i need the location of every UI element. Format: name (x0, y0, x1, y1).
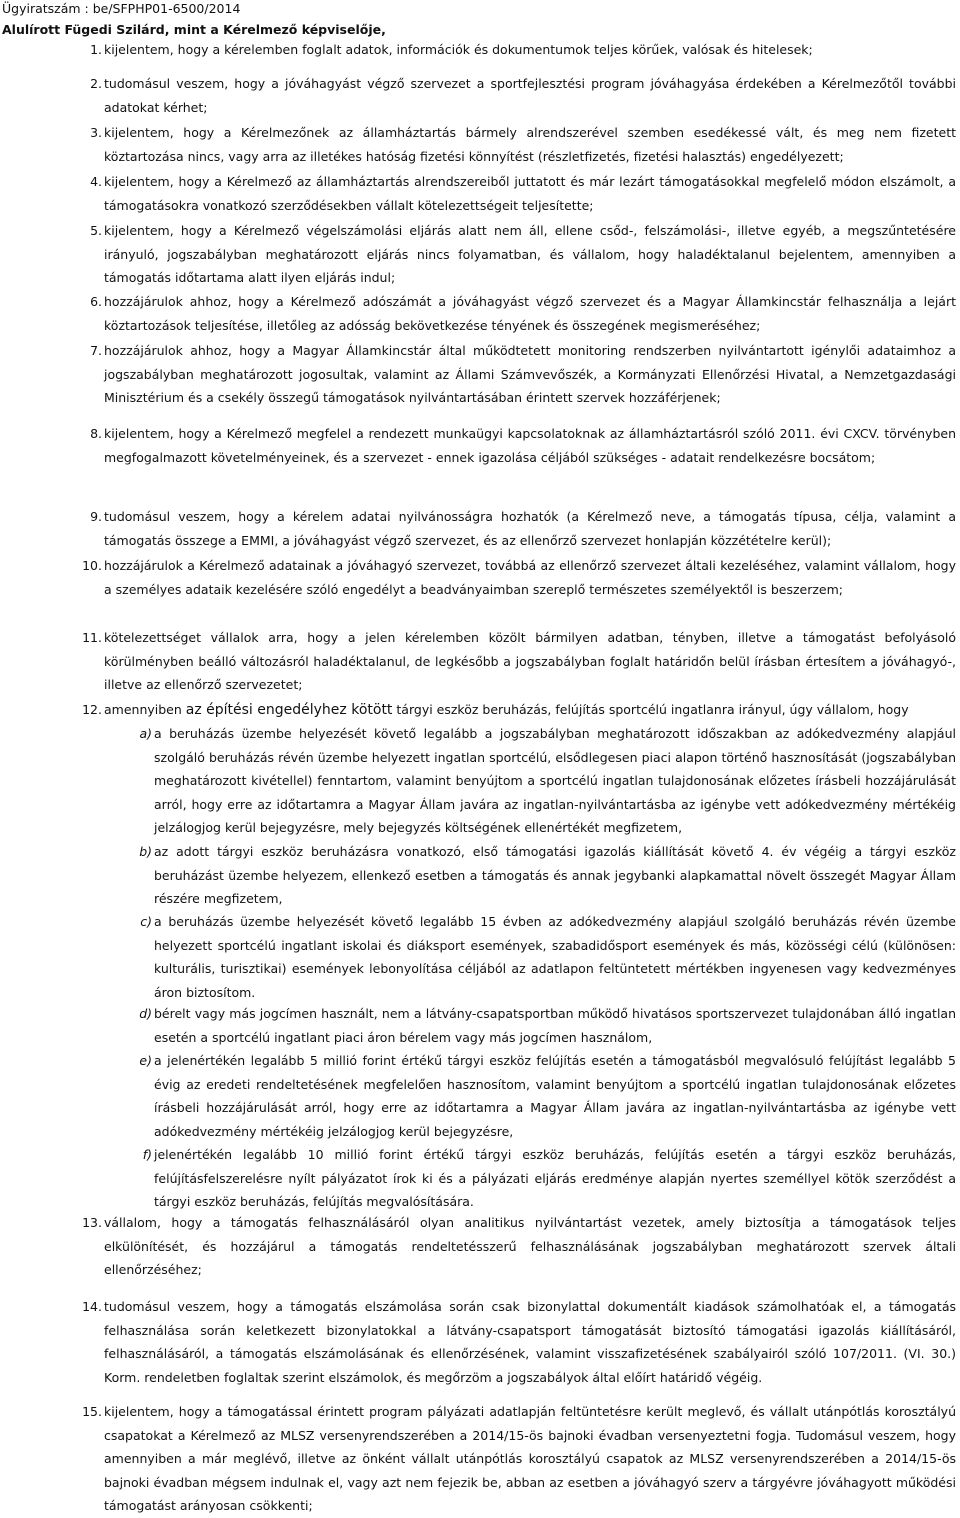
item-text: tudomásul veszem, hogy a kérelem adatai nyilvánosságra hozhatók (a Kérelmező neve, a támogatás típusa, célja, valamint a támogatás összege a EMMI, a jóváhagyást végző szervezet, és az ellenőrző szervezet honlapján közzétételre kerül); (104, 509, 956, 548)
list-item (82, 698, 956, 723)
sub-list-item (139, 1049, 956, 1143)
sub-item-letter: d) (139, 1006, 152, 1021)
sub-item-letter: b) (139, 844, 152, 859)
item-number: 4. (90, 174, 102, 189)
list-item (90, 290, 956, 337)
item-number: 11. (82, 630, 102, 645)
item-number: 9. (90, 509, 102, 524)
list-item (90, 339, 956, 410)
item-text: tudomásul veszem, hogy a jóváhagyást végző szervezet a sportfejlesztési program jóváhagyása érdekében a Kérelmezőtől további adatokat kérhet; (104, 76, 956, 115)
item-number: 13. (82, 1215, 102, 1230)
list-item (82, 554, 956, 601)
item-text: kijelentem, hogy a Kérelmező végelszámolási eljárás alatt nem áll, ellene csőd-, felszámolási-, illetve egyéb, a megszűntetésére irányuló, jogszabályban meghatározott eljárás nincs folyamatban, és vállalom, hogy haladéktalanul bejelentem, amennyiben a támogatás időtartama alatt ilyen eljárás indul; (104, 223, 956, 286)
sub-list-item (142, 1143, 956, 1214)
document-id: Ügyiratszám : be/SFPHP01-6500/2014 (2, 1, 241, 16)
item-text-emphasis: az építési engedélyhez kötött (185, 702, 393, 718)
list-item (82, 1400, 956, 1518)
sub-item-letter: c) (140, 914, 152, 929)
item-text: kijelentem, hogy a támogatással érintett program pályázati adatlapján feltüntetésre került meglevő, és vállalt utánpótlás korosztályú csapatokat a Kérelmező az MLSZ versenyrendszerében a 2014/15-ös bajnoki évadban versenyeztetni fogja. Tudomásul veszem, hogy amennyiben a már meglévő, illetve az önként vállalt utánpótlás korosztályú csapatok az MLSZ versenyrendszerében a 2014/15-ös bajnoki évadban mégsem indulnak el, vagy azt nem fejezik be, abban az esetben a jóváhagyó szerv a tárgyévre jóváhagyott működési támogatást arányosan csökkenti; (104, 1404, 956, 1514)
list-item (90, 72, 956, 119)
sub-item-text: a beruházás üzembe helyezését követő legalább 15 évben az adókedvezmény alapjául szolgáló beruházás révén üzembe helyezett sportcélú ingatlant iskolai és diáksport események, szabadidősport események és más, közösségi célú (különösen: kulturális, turisztikai) események lebonyolítása céljából az adatlapon feltüntetett mértékben ingyenesen vagy kedvezményes áron biztosítom. (154, 914, 956, 1000)
item-number: 10. (82, 558, 102, 573)
list-item (90, 170, 956, 217)
item-number: 12. (82, 702, 102, 717)
list-item (90, 422, 956, 469)
item-number: 2. (90, 76, 102, 91)
sub-item-text: jelenértékén legalább 10 millió forint értékű tárgyi eszköz beruházás, felújítás esetén a tárgyi eszköz beruházás, felújításfelszerelésre nyílt pályázatot írok ki és a pályázati eljárás eredménye alapján nyertes személlyel kötök szerződést a tárgyi eszköz beruházás, felújítás megvalósítására. (154, 1147, 956, 1210)
item-number: 1. (90, 42, 102, 57)
item-text: kijelentem, hogy a kérelemben foglalt adatok, információk és dokumentumok teljes körűek, valósak és hitelesek; (104, 42, 813, 57)
item-number: 14. (82, 1299, 102, 1314)
item-text: kijelentem, hogy a Kérelmezőnek az államháztartás bármely alrendszerével szemben esedékessé vált, és meg nem fizetett köztartozása nincs, vagy arra az illetékes hatóság fizetési könnyítést (részletfizetés, fizetési halasztás) engedélyezett; (104, 125, 956, 164)
list-item (82, 626, 956, 697)
sub-item-letter: e) (139, 1053, 152, 1068)
item-number: 15. (82, 1404, 102, 1419)
item-text: kijelentem, hogy a Kérelmező az államháztartás alrendszereiből juttatott és már lezárt támogatásokkal megfelelő módon elszámolt, a támogatásokra vonatkozó szerződésekben vállalt kötelezettségeit teljesítette; (104, 174, 956, 213)
sub-item-text: bérelt vagy más jogcímen használt, nem a látvány-csapatsportban működő hivatásos sportszervezet tulajdonában álló ingatlan esetén a sportcélú ingatlant piaci áron bérelem vagy más jogcímen használom, (154, 1006, 956, 1045)
item-text: kijelentem, hogy a Kérelmező megfelel a rendezett munkaügyi kapcsolatoknak az államháztartásról szóló 2011. évi CXCV. törvényben megfogalmazott követelményeinek, és a szervezet - ennek igazolása céljából szükséges - adatait rendelkezésre bocsátom; (104, 426, 956, 465)
list-item (90, 121, 956, 168)
item-text: vállalom, hogy a támogatás felhasználásáról olyan analitikus nyilvántartást vezetek, amely biztosítja a támogatások teljes elkülönítését, és hozzájárul a támogatás rendeltetésszerű felhasználásának jogszabályban meghatározott szervek általi ellenőrzéséhez; (104, 1215, 956, 1278)
sub-list-item (140, 910, 956, 1004)
item-number: 7. (90, 343, 102, 358)
sub-list-item (139, 722, 956, 840)
item-number: 8. (90, 426, 102, 441)
sub-item-letter: f) (142, 1147, 152, 1162)
list-item (90, 505, 956, 552)
sub-item-text: az adott tárgyi eszköz beruházásra vonatkozó, első támogatási igazolás kiállítását követő 4. év végéig a tárgyi eszköz beruházást üzembe helyezem, ellenkező esetben a támogatás és annak jegybanki alapkamattal növelt összegét Magyar Állam részére megfizetem, (154, 844, 956, 907)
item-text-pre: amennyiben (104, 702, 186, 717)
item-number: 3. (90, 125, 102, 140)
item-number: 5. (90, 223, 102, 238)
intro-statement: Alulírott Fügedi Szilárd, mint a Kérelmező képviselője, (2, 22, 386, 37)
item-text (104, 698, 956, 723)
sub-item-text: a beruházás üzembe helyezését követő legalább a jogszabályban meghatározott időszakban az adókedvezmény alapjául szolgáló beruházás révén üzembe helyezett ingatlan sportcélú, elsődlegesen piaci alapon történő hasznosítását (jogszabályban meghatározott kivétellel) fenntartom, valamint benyújtom a sportcélú ingatlan tulajdonosának előzetes írásbeli hozzájárulását arról, hogy erre az időtartamra a Magyar Állam javára az ingatlan-nyilvántartásba az igénybe vett adókedvezmény mértékéig jelzálogjog kerül bejegyzésre, mely bejegyzés költségének ellenértékét megfizetem, (154, 726, 956, 836)
item-text: hozzájárulok ahhoz, hogy a Kérelmező adószámát a jóváhagyást végző szervezet és a Magyar Államkincstár felhasználja a lejárt köztartozások teljesítése, illetőleg az adósság bekövetkezése tényének és összegének megismeréséhez; (104, 294, 956, 333)
sub-list-item (139, 840, 956, 911)
list-item (90, 38, 956, 62)
item-text: hozzájárulok ahhoz, hogy a Magyar Államkincstár által működtetett monitoring rendszerben nyilvántartott igénylői adataimhoz a jogszabályban meghatározott jogosultak, valamint az Állami Számvevőszék, a Kormányzati Ellenőrzési Hivatal, a Nemzetgazdasági Minisztérium és a csekély összegű támogatások nyilvántartásában érintett szervek hozzáférjenek; (104, 343, 956, 406)
item-text: tudomásul veszem, hogy a támogatás elszámolása során csak bizonylattal dokumentált kiadások számolhatóak el, a támogatás felhasználása során keletkezett bizonylatokkal a látvány-csapatsport támogatását biztosító támogatási igazolás kiállításáról, felhasználásáról, a támogatás elszámolásának és ellenőrzésének, valamint visszafizetésének szabályairól szóló 107/2011. (VI. 30.) Korm. rendeletben foglaltak szerint elszámolok, és megőrzöm a jogszabályok által előírt határidő végéig. (104, 1299, 956, 1385)
list-item (82, 1211, 956, 1282)
sub-item-letter: a) (139, 726, 152, 741)
list-item (90, 219, 956, 290)
sub-item-text: a jelenértékén legalább 5 millió forint értékű tárgyi eszköz felújítás esetén a támogatásból megvalósuló felújítást legalább 5 évig az eredeti rendeltetésének megfelelően hasznosítom, valamint benyújtom a sportcélú ingatlan tulajdonosának előzetes írásbeli hozzájárulását arról, hogy erre az időtartamra a Magyar Állam javára az ingatlan-nyilvántartásba az igénybe vett adókedvezmény mértékéig jelzálogjog kerül bejegyzésre, (154, 1053, 956, 1139)
item-text: kötelezettséget vállalok arra, hogy a jelen kérelemben közölt bármilyen adatban, tényben, illetve a támogatást befolyásoló körülményben beálló változásról haladéktalanul, de legkésőbb a jogszabályban foglalt határidőn belül írásban értesítem a jóváhagyó-, illetve az ellenőrző szervezetet; (104, 630, 956, 693)
item-number: 6. (90, 294, 102, 309)
item-text: hozzájárulok a Kérelmező adatainak a jóváhagyó szervezet, továbbá az ellenőrző szervezet általi kezeléséhez, valamint vállalom, hogy a személyes adataik kezelésére szóló engedélyt a beadványaimban szereplő természetes személyektől is beszerzem; (104, 558, 956, 597)
item-text-post: tárgyi eszköz beruházás, felújítás sportcélú ingatlanra irányul, úgy vállalom, hogy (392, 702, 909, 717)
sub-list-item (139, 1002, 956, 1049)
list-item (82, 1295, 956, 1389)
